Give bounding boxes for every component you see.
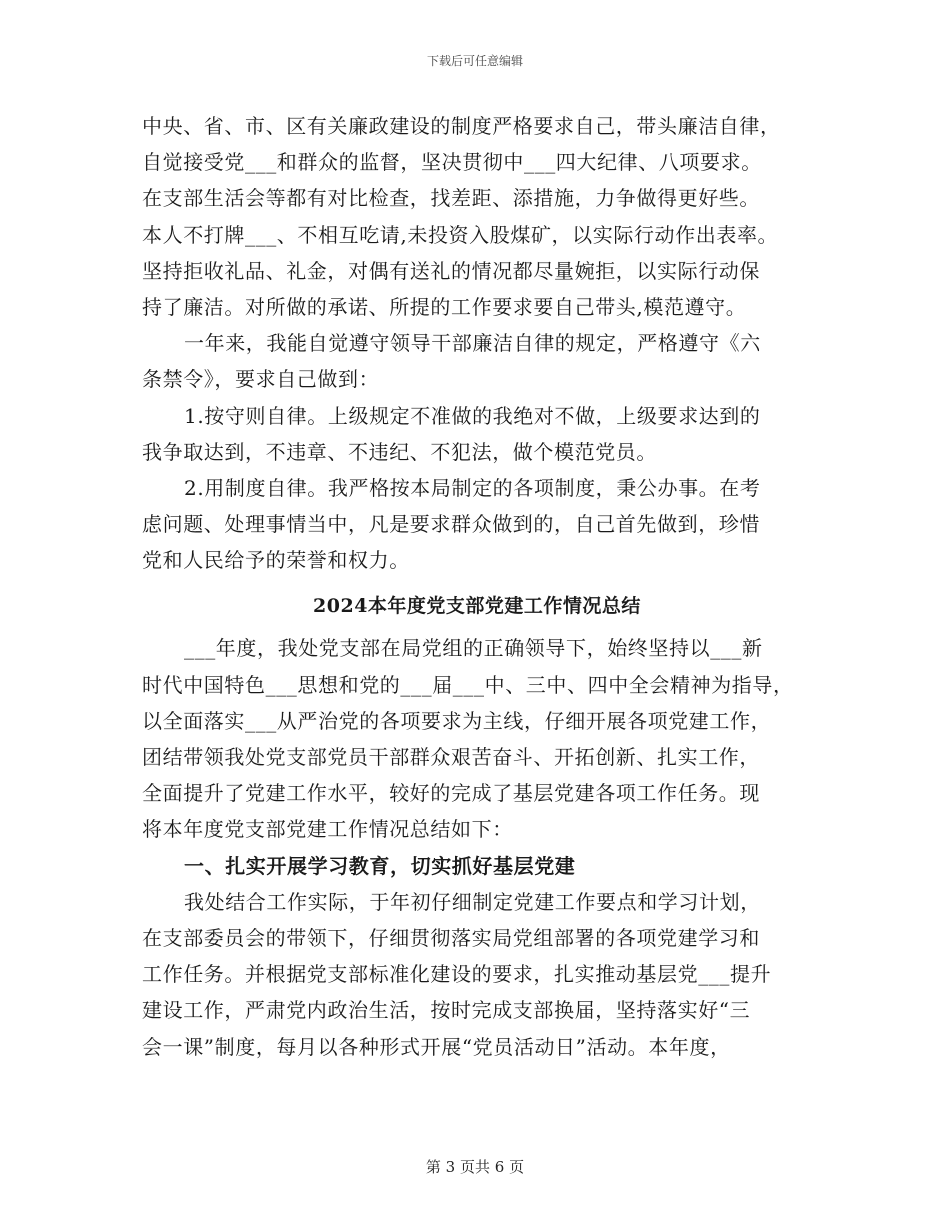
- intro-line: 团结带领我处党支部党员干部群众艰苦奋斗、开拓创新、扎实工作，: [142, 745, 760, 769]
- body-line: 建设工作，严肃党内政治生活，按时完成支部换届，坚持落实好“三: [142, 998, 751, 1023]
- intro-line: 全面提升了党建工作水平，较好的完成了基层党建各项工作任务。现: [142, 781, 760, 806]
- intro-line: ___年度，我处党支部在局党组的正确领导下，始终坚持以___新: [184, 636, 763, 661]
- text-line: 坚持拒收礼品、礼金，对偶有送礼的情况都尽量婉拒，以实际行动保: [142, 258, 760, 283]
- body-line: 工作任务。并根据党支部标准化建设的要求，扎实推动基层党___提升: [142, 962, 772, 987]
- list-item-1-line: 我争取达到，不违章、不违纪、不犯法，做个模范党员。: [142, 439, 657, 464]
- list-item-2-line: 虑问题、处理事情当中，凡是要求群众做到的，自己首先做到，珍惜: [142, 512, 760, 537]
- text-line: 本人不打牌___、不相互吃请,未投资入股煤矿，以实际行动作出表率。: [142, 222, 779, 247]
- intro-line: 以全面落实___从严治党的各项要求为主线，仔细开展各项党建工作，: [142, 708, 772, 733]
- body-line: 我处结合工作实际，于年初仔细制定党建工作要点和学习计划，: [184, 889, 761, 914]
- body-line: 在支部委员会的带领下，仔细贯彻落实局党组部署的各项党建学习和: [142, 925, 760, 950]
- list-item-2-line: 党和人民给予的荣誉和权力。: [142, 548, 410, 573]
- page-number: 第 3 页共 6 页: [425, 1158, 525, 1176]
- page-header: 下载后可任意编辑: [426, 54, 523, 68]
- text-line: 自觉接受党___和群众的监督，坚决贯彻中___四大纪律、八项要求。: [142, 150, 762, 175]
- intro-line: 将本年度党支部党建工作情况总结如下：: [142, 817, 513, 842]
- text-line: 在支部生活会等都有对比检查，找差距、添措施，力争做得更好些。: [142, 186, 760, 211]
- section-title: 2024本年度党支部党建工作情况总结: [313, 595, 641, 618]
- list-item-1-line: 1.按守则自律。上级规定不准做的我绝对不做，上级要求达到的: [184, 403, 761, 428]
- document-body: [142, 108, 812, 1065]
- text-line: 中央、省、市、区有关廉政建设的制度严格要求自己，带头廉洁自律，: [142, 114, 781, 138]
- intro-line: 时代中国特色___思想和党的___届___中、三中、四中全会精神为指导，: [142, 672, 794, 697]
- text-line: 持了廉洁。对所做的承诺、所提的工作要求要自己带头,模范遵守。: [142, 294, 747, 319]
- paragraph-line: 条禁令》，要求自己做到：: [142, 367, 380, 392]
- subsection-heading: 一、扎实开展学习教育，切实抓好基层党建: [184, 853, 576, 878]
- body-line: 会一课”制度，每月以各种形式开展“党员活动日”活动。本年度，: [142, 1034, 731, 1059]
- list-item-2-line: 2.用制度自律。我严格按本局制定的各项制度，秉公办事。在考: [184, 475, 761, 500]
- paragraph-line: 一年来，我能自觉遵守领导干部廉洁自律的规定，严格遵守《六: [184, 331, 761, 356]
